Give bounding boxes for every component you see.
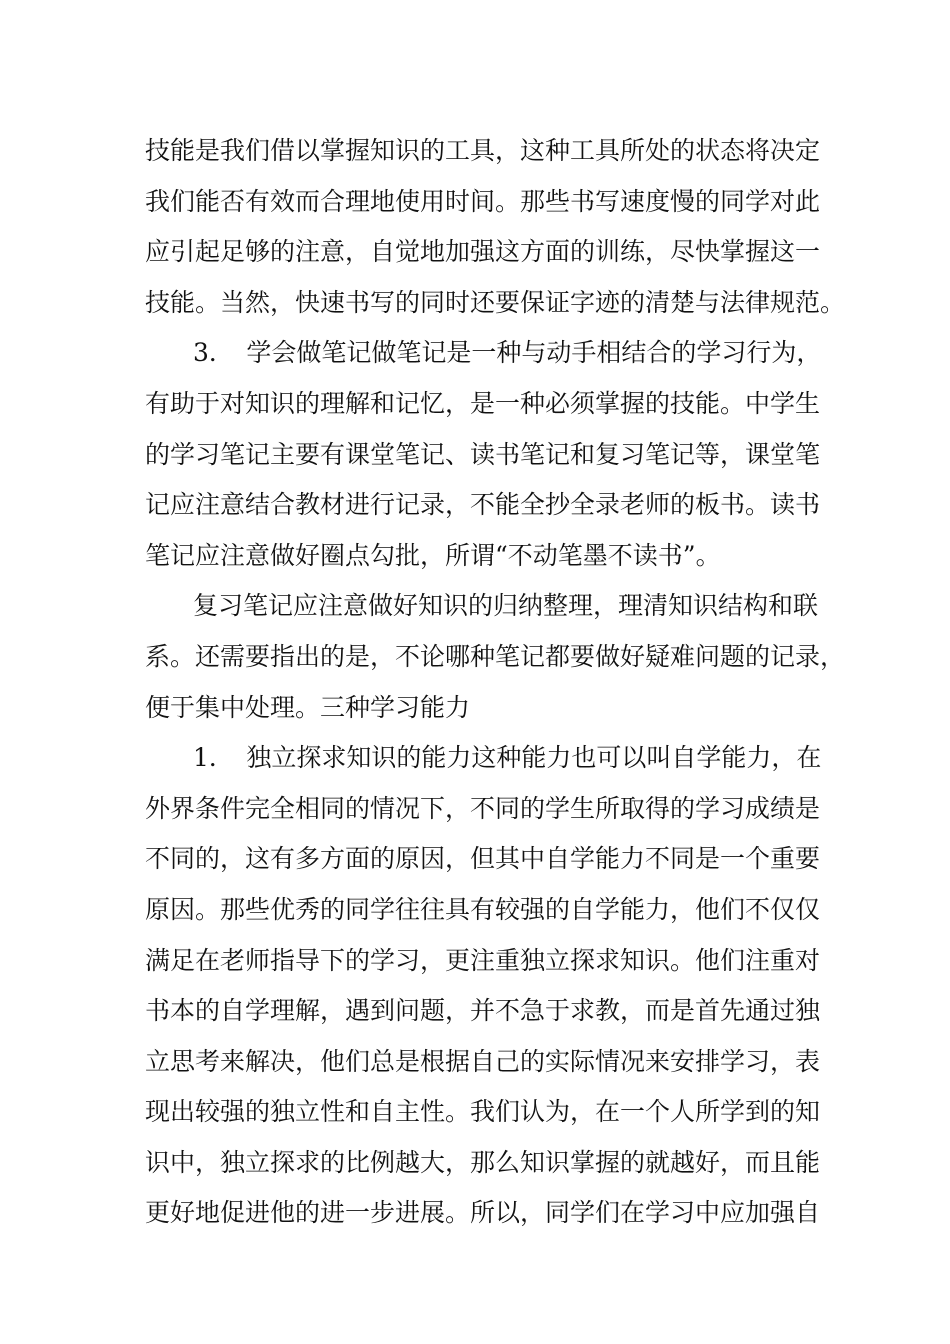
text-line: 的学习笔记主要有课堂笔记、读书笔记和复习笔记等，课堂笔 — [145, 439, 821, 469]
text-line: 识中，独立探求的比例越大，那么知识掌握的就越好，而且能 — [145, 1147, 821, 1177]
text-line: 技能。当然，快速书写的同时还要保证字迹的清楚与法律规范。 — [145, 287, 846, 317]
text-line: 1． 独立探求知识的能力这种能力也可以叫自学能力，在 — [193, 743, 822, 773]
text-line: 外界条件完全相同的情况下，不同的学生所取得的学习成绩是 — [145, 793, 821, 823]
text-line: 更好地促进他的进一步进展。所以，同学们在学习中应加强自 — [145, 1198, 821, 1228]
text-line: 立思考来解决，他们总是根据自己的实际情况来安排学习，表 — [145, 1046, 821, 1076]
text-line: 技能是我们借以掌握知识的工具，这种工具所处的状态将决定 — [145, 136, 821, 165]
text-line: 便于集中处理。三种学习能力 — [145, 692, 471, 722]
text-line: 记应注意结合教材进行记录，不能全抄全录老师的板书。读书 — [145, 490, 821, 520]
text-line: 3． 学会做笔记做笔记是一种与动手相结合的学习行为， — [193, 338, 822, 368]
text-line: 书本的自学理解，遇到问题，并不急于求教，而是首先通过独 — [145, 996, 821, 1026]
text-line: 满足在老师指导下的学习，更注重独立探求知识。他们注重对 — [145, 945, 821, 975]
text-line: 有助于对知识的理解和记忆，是一种必须掌握的技能。中学生 — [145, 388, 821, 418]
text-line: 复习笔记应注意做好知识的归纳整理，理清知识结构和联 — [193, 591, 819, 621]
text-line: 应引起足够的注意，自觉地加强这方面的训练，尽快掌握这一 — [145, 237, 821, 267]
text-line: 原因。那些优秀的同学往往具有较强的自学能力，他们不仅仅 — [145, 894, 821, 924]
text-line: 系。还需要指出的是，不论哪种笔记都要做好疑难问题的记录， — [145, 641, 846, 671]
text-line: 现出较强的独立性和自主性。我们认为，在一个人所学到的知 — [145, 1097, 821, 1127]
text-line: 我们能否有效而合理地使用时间。那些书写速度慢的同学对此 — [145, 186, 821, 216]
body-text — [145, 126, 846, 1239]
text-line: 笔记应注意做好圈点勾批，所谓“不动笔墨不读书”。 — [145, 540, 721, 570]
text-line: 不同的，这有多方面的原因，但其中自学能力不同是一个重要 — [145, 844, 821, 874]
